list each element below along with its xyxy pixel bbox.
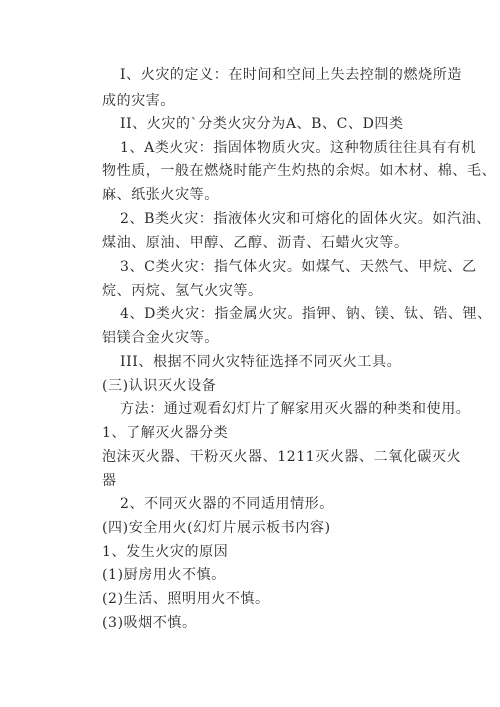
text-line: (四)安全用火(幻灯片展示板书内容) [102,520,331,536]
text-line: (2)生活、照明用火不慎。 [102,591,270,607]
text-line: (三)认识灭火设备 [102,378,217,394]
text-line: 麻、纸张火灾等。 [102,187,219,203]
text-line: 1、A类火灾：指固体物质火灾。这种物质往往具有有机 [120,140,477,156]
text-line: 1、发生火灾的原因 [102,544,229,560]
text-line: 4、D类火灾：指金属火灾。指钾、钠、镁、钛、锆、锂、 [120,306,492,322]
text-line: 2、不同灭火器的不同适用情形。 [120,496,334,512]
text-line: I、火灾的定义：在时间和空间上失去控制的燃烧所造 [120,67,462,83]
text-line: 煤油、原油、甲醇、乙醇、沥青、石蜡火灾等。 [102,235,409,251]
text-line: III、根据不同火灾特征选择不同灭火工具。 [120,354,402,370]
text-line: 1、了解灭火器分类 [102,425,229,441]
text-line: 2、B类火灾：指液体火灾和可熔化的固体火灾。如汽油、 [120,211,491,227]
text-line: II、火灾的`分类火灾分为A、B、C、D四类 [120,116,404,132]
text-line: 泡沫灭火器、干粉灭火器、1211灭火器、二氧化碳灭火 [102,449,462,465]
text-line: 器 [102,473,117,489]
text-line: 方法：通过观看幻灯片了解家用灭火器的种类和使用。 [120,401,471,417]
text-line: 成的灾害。 [102,93,175,109]
text-line: 铝镁合金火灾等。 [102,330,219,346]
text-line: (3)吸烟不慎。 [102,615,197,631]
text-line: (1)厨房用火不慎。 [102,567,226,583]
text-line: 烷、丙烷、氢气火灾等。 [102,283,263,299]
text-line: 3、C类火灾：指气体火灾。如煤气、天然气、甲烷、乙 [120,259,477,275]
text-line: 物性质，一般在燃烧时能产生灼热的余烬。如木材、棉、毛、 [102,163,497,179]
